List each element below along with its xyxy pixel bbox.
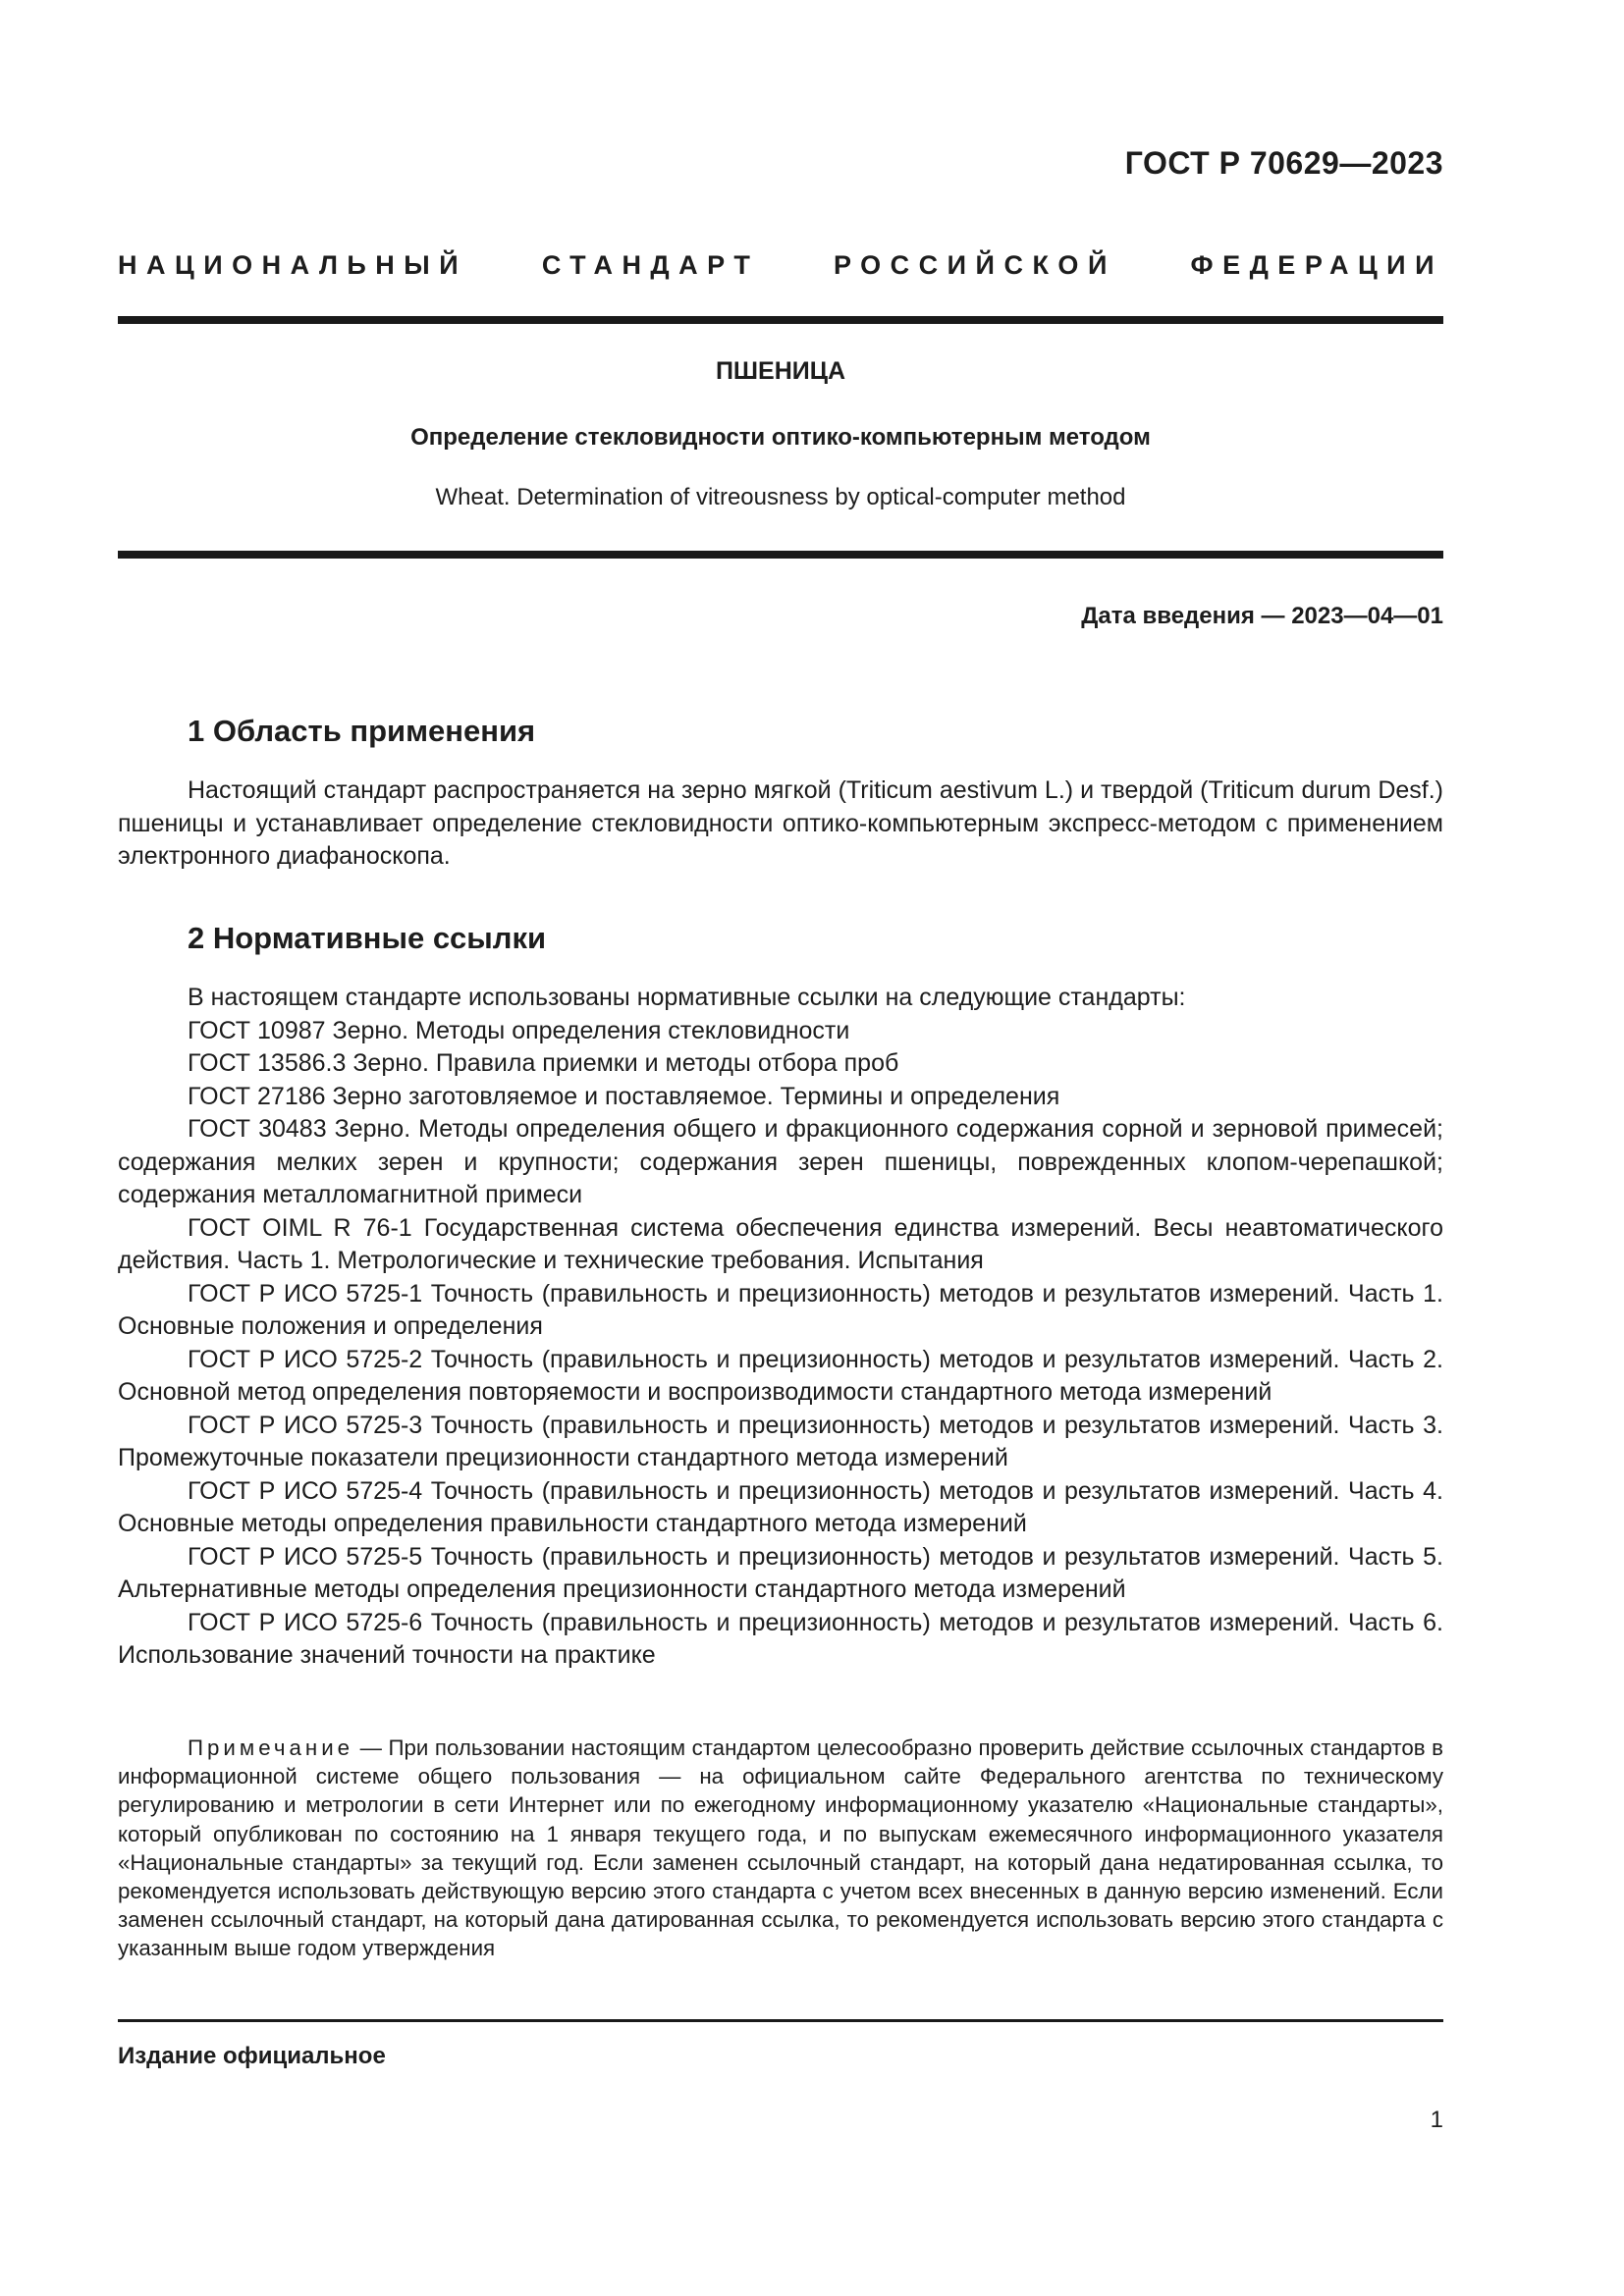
- footer-rule: [118, 2019, 1443, 2022]
- document-title: ПШЕНИЦА: [715, 357, 846, 385]
- reference-item: ГОСТ 13586.3 Зерно. Правила приемки и методы отбора проб: [188, 1049, 899, 1077]
- reference-item: ГОСТ 10987 Зерно. Методы определения стекловидности: [188, 1016, 850, 1044]
- reference-item: ГОСТ Р ИСО 5725-1 Точность (правильность и прецизионность) методов и результатов измерений. Часть 1. Основные положения и определения: [118, 1279, 1443, 1340]
- section-1-heading: 1 Область применения: [188, 714, 536, 748]
- national-standard-line: НАЦИОНАЛЬНЫЙ СТАНДАРТ РОССИЙСКОЙ ФЕДЕРАЦИИ: [118, 250, 1443, 280]
- title-bottom-rule: [118, 551, 1443, 559]
- section-2-intro: В настоящем стандарте использованы нормативные ссылки на следующие стандарты:: [188, 984, 1186, 1011]
- note-paragraph: [118, 1734, 1443, 1963]
- reference-item: ГОСТ 27186 Зерно заготовляемое и поставляемое. Термины и определения: [188, 1082, 1060, 1110]
- section-2-heading: 2 Нормативные ссылки: [188, 921, 547, 955]
- gost-number: ГОСТ Р 70629—2023: [1124, 145, 1443, 181]
- note-text: — При пользовании настоящим стандартом целесообразно проверить действие ссылочных стандартов в информационной системе общего пользования — на официальном сайте Федерального агентства по техническому регулированию и метрологии в сети Интернет или по ежегодному информационному указателю «Национальные стандарты», который опубликован по состоянию на 1 января текущего года, и по выпускам ежемесячного информационного указателя «Национальные стандарты» за текущий год. Если заменен ссылочный стандарт, на который дана недатированная ссылка, то рекомендуется использовать действующую версию этого стандарта с учетом всех внесенных в данную версию изменений. Если заменен ссылочный стандарт, на который дана датированная ссылка, то рекомендуется использовать версию этого стандарта с указанным выше годом утверждения: [118, 1735, 1443, 1961]
- reference-item: ГОСТ Р ИСО 5725-4 Точность (правильность и прецизионность) методов и результатов измерений. Часть 4. Основные методы определения правильности стандартного метода измерений: [118, 1476, 1443, 1537]
- document-subtitle: Определение стекловидности оптико-компьютерным методом: [410, 424, 1151, 451]
- page-number: 1: [1430, 2107, 1443, 2133]
- document-title-english: Wheat. Determination of vitreousness by optical-computer method: [435, 484, 1126, 510]
- note-block: [118, 1734, 1443, 1963]
- reference-item: ГОСТ Р ИСО 5725-3 Точность (правильность и прецизионность) методов и результатов измерений. Часть 3. Промежуточные показатели прецизионности стандартного метода измерений: [118, 1411, 1443, 1471]
- section-1-paragraph: Настоящий стандарт распространяется на зерно мягкой (Triticum aestivum L.) и твердой (Triticum durum Desf.) пшеницы и устанавливает определение стекловидности оптико-компьютерным экспресс-методом с применением электронного диафаноскопа.: [118, 776, 1443, 870]
- section-2-body: [118, 982, 1443, 1673]
- top-rule: [118, 316, 1443, 324]
- note-label: Примечание: [188, 1735, 354, 1760]
- reference-item: ГОСТ OIML R 76-1 Государственная система обеспечения единства измерений. Весы неавтоматического действия. Часть 1. Метрологические и технические требования. Испытания: [118, 1213, 1443, 1274]
- reference-item: ГОСТ Р ИСО 5725-6 Точность (правильность и прецизионность) методов и результатов измерений. Часть 6. Использование значений точности на практике: [118, 1608, 1443, 1669]
- reference-item: ГОСТ Р ИСО 5725-2 Точность (правильность и прецизионность) методов и результатов измерений. Часть 2. Основной метод определения повторяемости и воспроизводимости стандартного метода измерений: [118, 1345, 1443, 1406]
- section-1-body: [118, 774, 1443, 874]
- official-edition-label: Издание официальное: [118, 2043, 386, 2069]
- introduction-date: Дата введения — 2023—04—01: [1081, 603, 1443, 629]
- document-page: [118, 0, 1443, 2296]
- reference-item: ГОСТ Р ИСО 5725-5 Точность (правильность и прецизионность) методов и результатов измерений. Часть 5. Альтернативные методы определения прецизионности стандартного метода измерений: [118, 1542, 1443, 1603]
- reference-item: ГОСТ 30483 Зерно. Методы определения общего и фракционного содержания сорной и зерновой примесей; содержания мелких зерен и крупности; содержания зерен пшеницы, поврежденных клопом-черепашкой; содержания металломагнитной примеси: [118, 1115, 1443, 1208]
